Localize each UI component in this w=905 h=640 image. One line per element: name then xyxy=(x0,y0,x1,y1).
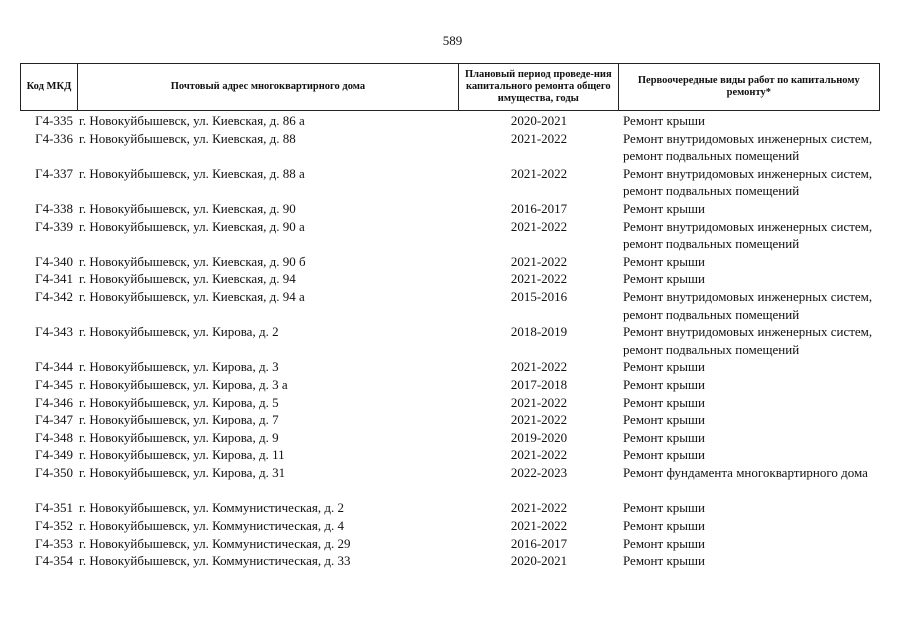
code-cell: Г4-344 xyxy=(35,359,73,375)
works-cell: Ремонт крыши xyxy=(623,253,705,269)
works-cell: Ремонт крыши xyxy=(623,447,705,463)
period-cell: 2020-2021 xyxy=(510,553,568,569)
period-cell: 2016-2017 xyxy=(510,200,568,216)
code-cell: Г4-354 xyxy=(35,553,73,569)
address-cell: г. Новокуйбышевск, ул. Киевская, д. 90 xyxy=(79,200,296,216)
address-cell: г. Новокуйбышевск, ул. Кирова, д. 31 xyxy=(79,464,286,480)
address-cell: г. Новокуйбышевск, ул. Коммунистическая, д. 2 xyxy=(79,500,345,516)
table-row xyxy=(20,446,880,464)
code-cell: Г4-348 xyxy=(35,429,73,445)
code-cell: Г4-339 xyxy=(35,218,73,234)
period-cell: 2022-2023 xyxy=(510,464,568,480)
header-works: Первоочередные виды работ по капитальному ремонту* xyxy=(637,75,860,98)
works-cell: Ремонт крыши xyxy=(623,359,705,375)
works-cell: Ремонт крыши xyxy=(623,271,705,287)
works-cell: Ремонт крыши xyxy=(623,376,705,392)
works-cell: Ремонт крыши xyxy=(623,518,705,534)
works-cell: Ремонт фундамента многоквартирного дома xyxy=(623,464,868,480)
works-cell: Ремонт крыши xyxy=(623,429,705,445)
table-row xyxy=(20,552,880,570)
table-row xyxy=(20,499,880,517)
period-cell: 2021-2022 xyxy=(510,253,568,269)
works-cell: Ремонт внутридомовых инженерных систем, ремонт подвальных помещений xyxy=(623,288,873,322)
address-cell: г. Новокуйбышевск, ул. Киевская, д. 88 а xyxy=(79,165,305,181)
period-cell: 2021-2022 xyxy=(510,500,568,516)
code-cell: Г4-345 xyxy=(35,376,73,392)
table-row xyxy=(20,200,880,218)
table-row xyxy=(20,517,880,535)
code-cell: Г4-336 xyxy=(35,130,73,146)
works-cell: Ремонт внутридомовых инженерных систем, ремонт подвальных помещений xyxy=(623,218,873,252)
period-cell: 2021-2022 xyxy=(510,359,568,375)
address-cell: г. Новокуйбышевск, ул. Кирова, д. 11 xyxy=(79,447,285,463)
table-row xyxy=(20,288,880,323)
page-number: 589 xyxy=(442,33,463,48)
period-cell: 2016-2017 xyxy=(510,535,568,551)
code-cell: Г4-353 xyxy=(35,535,73,551)
table-row xyxy=(20,411,880,429)
code-cell: Г4-349 xyxy=(35,447,73,463)
works-cell: Ремонт внутридомовых инженерных систем, ремонт подвальных помещений xyxy=(623,130,873,164)
period-cell: 2020-2021 xyxy=(510,113,568,128)
code-cell: Г4-337 xyxy=(35,165,73,181)
works-cell: Ремонт крыши xyxy=(623,553,705,569)
address-cell: г. Новокуйбышевск, ул. Кирова, д. 3 а xyxy=(79,376,288,392)
table-row xyxy=(20,112,880,130)
period-cell: 2021-2022 xyxy=(510,447,568,463)
address-cell: г. Новокуйбышевск, ул. Коммунистическая, д. 29 xyxy=(79,535,351,551)
period-cell: 2021-2022 xyxy=(510,130,568,146)
code-cell: Г4-343 xyxy=(35,324,73,340)
address-cell: г. Новокуйбышевск, ул. Кирова, д. 3 xyxy=(79,359,279,375)
period-cell: 2017-2018 xyxy=(510,376,568,392)
table-row xyxy=(20,253,880,271)
table-row xyxy=(20,535,880,553)
works-cell: Ремонт крыши xyxy=(623,500,705,516)
period-cell: 2021-2022 xyxy=(510,412,568,428)
works-cell: Ремонт внутридомовых инженерных систем, ремонт подвальных помещений xyxy=(623,165,873,199)
header-period: Плановый период проведе-ния капитального ремонта общего имущества, годы xyxy=(459,64,619,110)
address-cell: г. Новокуйбышевск, ул. Кирова, д. 9 xyxy=(79,429,279,445)
code-cell: Г4-340 xyxy=(35,253,73,269)
code-cell: Г4-335 xyxy=(35,113,73,128)
address-cell: г. Новокуйбышевск, ул. Коммунистическая, д. 33 xyxy=(79,553,351,569)
address-cell: г. Новокуйбышевск, ул. Кирова, д. 5 xyxy=(79,394,279,410)
period-cell: 2015-2016 xyxy=(510,288,568,304)
header-address: Почтовый адрес многоквартирного дома xyxy=(78,64,459,110)
address-cell: г. Новокуйбышевск, ул. Киевская, д. 86 а xyxy=(79,113,305,128)
period-cell: 2018-2019 xyxy=(510,324,568,340)
table-row xyxy=(20,358,880,376)
period-cell: 2019-2020 xyxy=(510,429,568,445)
period-cell: 2021-2022 xyxy=(510,165,568,181)
address-cell: г. Новокуйбышевск, ул. Киевская, д. 90 б xyxy=(79,253,306,269)
works-cell: Ремонт крыши xyxy=(623,412,705,428)
code-cell: Г4-342 xyxy=(35,288,73,304)
table-row xyxy=(20,464,880,482)
code-cell: Г4-347 xyxy=(35,412,73,428)
table-row xyxy=(20,376,880,394)
table-row xyxy=(20,165,880,200)
period-cell: 2021-2022 xyxy=(510,518,568,534)
code-cell: Г4-350 xyxy=(35,464,73,480)
works-cell: Ремонт крыши xyxy=(623,535,705,551)
address-cell: г. Новокуйбышевск, ул. Кирова, д. 7 xyxy=(79,412,279,428)
table-row xyxy=(20,394,880,412)
table-row xyxy=(20,218,880,253)
works-cell: Ремонт крыши xyxy=(623,200,705,216)
address-cell: г. Новокуйбышевск, ул. Кирова, д. 2 xyxy=(79,324,279,340)
works-cell: Ремонт крыши xyxy=(623,113,705,128)
code-cell: Г4-352 xyxy=(35,518,73,534)
code-cell: Г4-346 xyxy=(35,394,73,410)
period-cell: 2021-2022 xyxy=(510,394,568,410)
period-cell: 2021-2022 xyxy=(510,218,568,234)
code-cell: Г4-338 xyxy=(35,200,73,216)
code-cell: Г4-341 xyxy=(35,271,73,287)
address-cell: г. Новокуйбышевск, ул. Коммунистическая, д. 4 xyxy=(79,518,345,534)
address-cell: г. Новокуйбышевск, ул. Киевская, д. 88 xyxy=(79,130,296,146)
code-cell: Г4-351 xyxy=(35,500,73,516)
row-gap xyxy=(20,481,880,499)
works-cell: Ремонт внутридомовых инженерных систем, ремонт подвальных помещений xyxy=(623,324,873,357)
table-header xyxy=(20,63,880,111)
address-cell: г. Новокуйбышевск, ул. Киевская, д. 94 xyxy=(79,271,296,287)
table-body xyxy=(20,112,880,570)
header-code: Код МКД xyxy=(21,64,78,110)
address-cell: г. Новокуйбышевск, ул. Киевская, д. 90 а xyxy=(79,218,305,234)
table-row xyxy=(20,429,880,447)
table-row xyxy=(20,130,880,165)
address-cell: г. Новокуйбышевск, ул. Киевская, д. 94 а xyxy=(79,288,305,304)
table-row xyxy=(20,323,880,358)
period-cell: 2021-2022 xyxy=(510,271,568,287)
table-row xyxy=(20,270,880,288)
works-cell: Ремонт крыши xyxy=(623,394,705,410)
